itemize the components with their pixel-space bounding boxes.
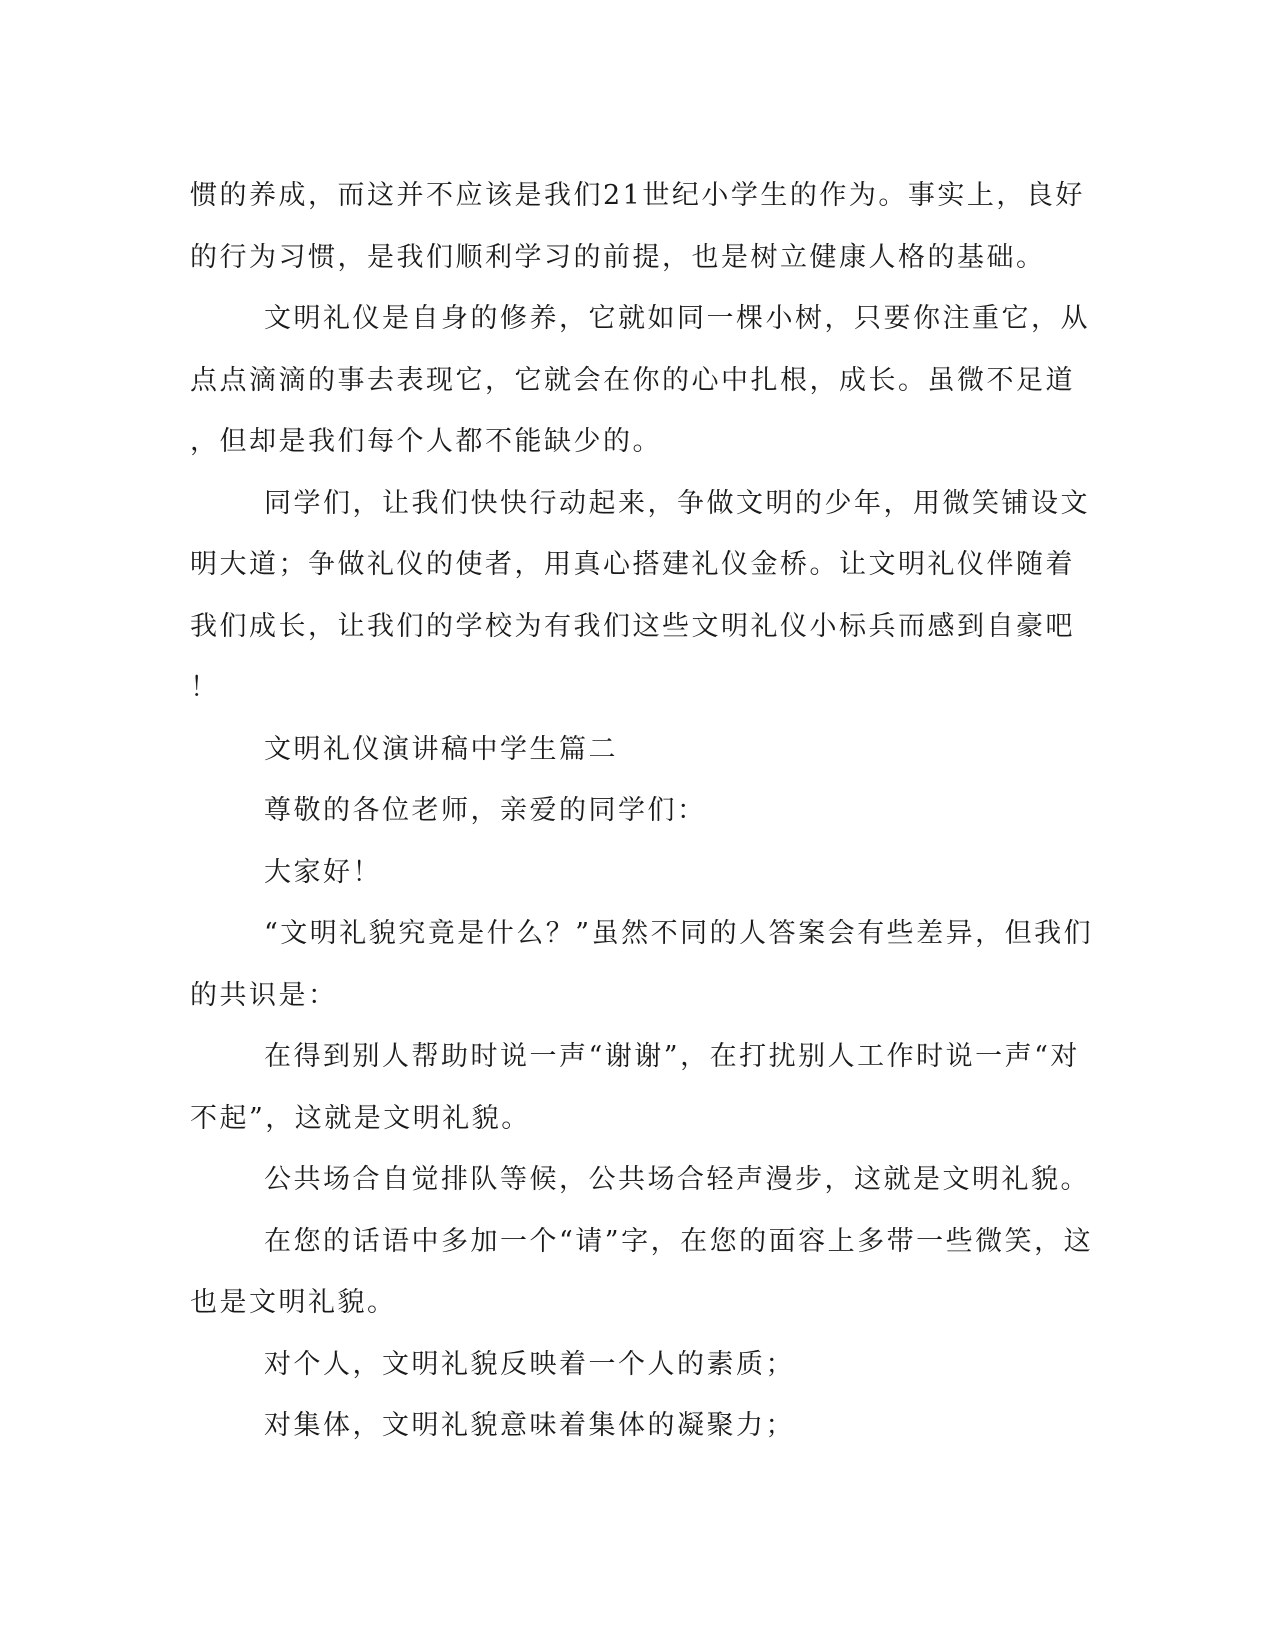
text-line: “文明礼貌究竟是什么？”虽然不同的人答案会有些差异，但我们 <box>264 918 1094 949</box>
text-line: ！ <box>190 672 220 703</box>
text-line: 我们成长，让我们的学校为有我们这些文明礼仪小标兵而感到自豪吧 <box>190 610 1075 642</box>
greeting: 大家好！ <box>264 856 382 888</box>
text-line: 的共识是： <box>190 979 338 1011</box>
salutation: 尊敬的各位老师，亲爱的同学们： <box>264 795 707 826</box>
text-line: 不起”，这就是文明礼貌。 <box>190 1102 531 1134</box>
text-line: 文明礼仪是自身的修养，它就如同一棵小树，只要你注重它，从 <box>264 303 1090 334</box>
section-heading: 文明礼仪演讲稿中学生篇二 <box>264 733 618 765</box>
text-line: 在得到别人帮助时说一声“谢谢”，在打扰别人工作时说一声“对 <box>264 1041 1080 1072</box>
text-line: 也是文明礼貌。 <box>190 1287 397 1318</box>
text-line: 同学们，让我们快快行动起来，争做文明的少年，用微笑铺设文 <box>264 487 1090 519</box>
text-line: 点点滴滴的事去表现它，它就会在你的心中扎根，成长。虽微不足道 <box>190 364 1075 396</box>
text-line: ，但却是我们每个人都不能缺少的。 <box>190 426 662 457</box>
text-line: 在您的话语中多加一个“请”字，在您的面容上多带一些微笑，这 <box>264 1225 1094 1257</box>
text-line: 惯的养成，而这并不应该是我们21世纪小学生的作为。事实上，良好 <box>190 180 1085 211</box>
text-line: 明大道；争做礼仪的使者，用真心搭建礼仪金桥。让文明礼仪伴随着 <box>190 549 1075 580</box>
document-body <box>190 165 1094 1457</box>
text-line: 公共场合自觉排队等候，公共场合轻声漫步，这就是文明礼貌。 <box>264 1164 1090 1195</box>
text-line: 的行为习惯，是我们顺利学习的前提，也是树立健康人格的基础。 <box>190 241 1046 273</box>
text-line: 对集体，文明礼貌意味着集体的凝聚力； <box>264 1410 795 1441</box>
text-line: 对个人，文明礼貌反映着一个人的素质； <box>264 1348 795 1380</box>
